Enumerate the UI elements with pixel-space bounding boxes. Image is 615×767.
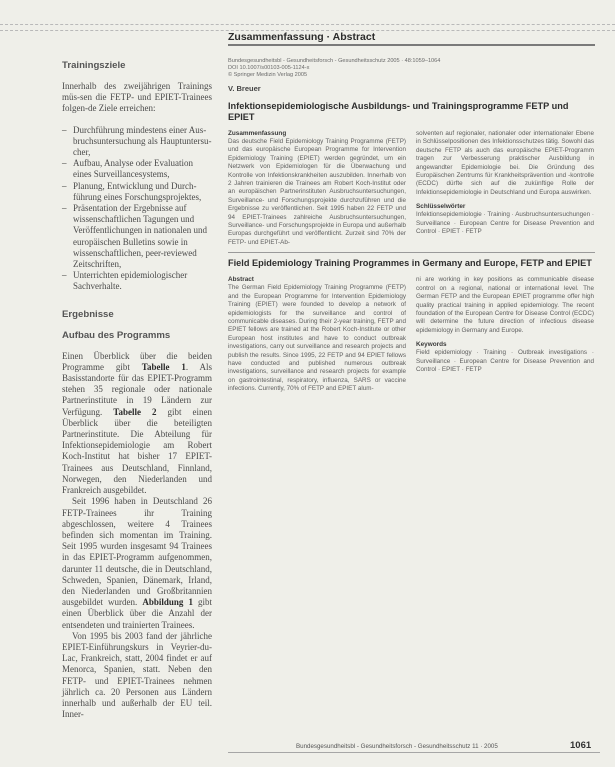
citation-info: Bundesgesundheitsbl - Gesundheitsforsch - Gesundheitsschutz 2005 · 48:1059–1064 DOI 10.1007/s00103-005-1124-x © Springer Medizin Verlag 2005 [228, 58, 441, 78]
bullet-dash: – [62, 203, 67, 214]
list-item: – Planung, Entwicklung und Durch-führung eines Forschungsprojektes, [62, 180, 202, 202]
abstract-de-text-2: solventen auf regionaler, nationaler oder internationaler Ebene in Schlüsselpositionen des Infektionsschutzes tätig. Sowohl das deutsche FETP als auch das europäische EPIET-Programm tragen zur Verbesserung praktischer Ausbildung in angewandter Epidemiologie bei. Die Gründung des Europäischen Zentrums für Krankheitsprävention und -kontrolle (ECDC) dürfte sich auf die zukünftige Rolle der Infektionsepidemiologie in Deutschland und Europa auswirken. [416, 130, 594, 196]
abstract-de-text-1: Das deutsche Field Epidemiology Training Programme (FETP) und das europäische European Programme for Intervention Epidemiology Training (EPIET) werden gegründet, um ein Netzwerk von Epidemiologen für die Überwachung und Kontrolle von Infektionskrankheiten auszubilden. Innerhalb von 2 Jahren trainieren die Trainees am Robert Koch-Institut oder an europäischen Partnerinstituten Ausbruchsuntersuchungen, Surveillance- und Forschungsprojekte durchzuführen und die Ergebnisse zu veröffentlichen. Seit 1995 haben 22 FETP und 94 EPIET-Trainees zahlreiche Ausbruchsuntersuchungen, Surveillance- und Forschungsprojekte in Europa und außerhalb Europas durchgeführt und veröffentlicht. Zurzeit sind 70% der FETP- und EPIET-Ab- [228, 138, 406, 246]
bullet-dash: – [62, 158, 67, 169]
abstract-box [228, 58, 595, 394]
abstract-en-text-1: The German Field Epidemiology Training Programme (FETP) and the European Programme for Intervention Epidemiology Training (EPIET) were founded to develop a network of epidemiologists for the surveillance and control of communicable diseases. During their 2-year training, FETP and EPIET fellows are trained at the Robert Koch-Institute or other European host institutes and have to conduct outbreak investigations, carry out surveillance and research projects and publish the results. Since 1995, 22 FETP and 94 EPIET fellows have conducted and published numerous outbreak investigations, surveillance and research projects for example on gastrointestinal, respiratory, influenza, SARS or vaccine infections. Currently, 70% of FETP and EPIET alum- [228, 284, 406, 393]
figure-1-reference[interactable]: Abbildung 1 [142, 597, 193, 608]
english-abstract [228, 276, 595, 393]
top-dashed-rule [0, 24, 615, 25]
section-header: Zusammenfassung · Abstract [228, 31, 376, 43]
german-title: Infektionsepidemiologische Ausbildungs- und Trainingsprogramme FETP und EPIET [228, 101, 569, 122]
bullet-dash: – [62, 124, 67, 135]
keywords-de-heading: Schlüsselwörter [416, 203, 466, 211]
footer-journal: Bundesgesundheitsbl - Gesundheitsforsch - Gesundheitsschutz 11 · 2005 [296, 743, 498, 750]
author: V. Breuer [228, 84, 261, 93]
abstract-en-heading: Abstract [228, 276, 254, 284]
paragraph-overview: Einen Überblick über die beiden Programme gibt Tabelle 1. Als Basisstandorte für das EPIET-Programm stehen 35 regionale oder nationale Partnerinstitute in 19 Ländern zur Verfügung. Tabelle 2 gibt einen Überblick über die beteiligten Partnerinstitute. Die Abteilung für Infektionsepidemiologie am Robert Koch-Institut hat bisher 17 EPIET-Trainees aus Deutschland, Finnland, Norwegen, den Niederlanden und Frankreich ausgebildet. [62, 350, 212, 496]
paragraph-trainees: Seit 1996 haben in Deutschland 26 FETP-Trainees ihr Training abgeschlossen, weitere 4 Trainees befinden sich momentan im Training. Seit 1995 wurden insgesamt 94 Trainees in das EPIET-Programm aufgenommen, darunter 11 deutsche, die in Deutschland, Schweden, Spanien, Dänemark, Irland, den Niederlanden und Großbritannien ausgebildet wurden. Abbildung 1 gibt einen Überblick über die Anzahl der entsendeten und trainierten Trainees. [62, 496, 213, 630]
page-number: 1061 [570, 740, 592, 751]
heading-results: Ergebnisse [62, 308, 114, 320]
keywords-en: Field epidemiology · Training · Outbreak investigations · Surveillance · European Centre for Disease Prevention and Control · EPIET · FETP [416, 349, 594, 373]
left-column [62, 60, 212, 720]
training-intro: Innerhalb des zweijährigen Trainings müs-sen die FETP- und EPIET-Trainees folgen-de Ziele erreichen: [62, 81, 212, 114]
abstract-divider [228, 252, 595, 253]
german-abstract [228, 130, 595, 247]
goals-list [62, 125, 212, 293]
english-title: Field Epidemiology Training Programmes in Germany and Europe, FETP and EPIET [228, 258, 592, 269]
list-item: – Präsentation der Ergebnisse auf wissenschaftlichen Tagungen und Veröffentlichungen in nationalen und europäischen Bulletins sowie in wissenschaftlichen, peer-reviewed Zeitschriften, [62, 203, 208, 270]
table-2-reference[interactable]: Tabelle 2 [113, 406, 157, 417]
abstract-en-text-2: ni are working in key positions as communicable disease control on a regional, national or international level. The German FETP and the European EPIET programme offer high quality practical training in applied epidemiology. The recent foundation of the European Centre for Disease Control (ECDC) will determine the future direction of infectious disease epidemiology in Germany and Europe. [416, 276, 594, 334]
table-1-reference[interactable]: Tabelle 1 [141, 361, 186, 372]
abstract-de-heading: Zusammenfassung [228, 130, 287, 137]
list-item: – Aufbau, Analyse oder Evaluation eines Surveillancesystems, [62, 158, 193, 180]
bullet-dash: – [62, 180, 67, 191]
list-item: – Unterrichten epidemiologischer Sachverhalte. [62, 270, 188, 292]
keywords-en-heading: Keywords [416, 341, 447, 349]
bullet-dash: – [62, 270, 67, 281]
heading-program-structure: Aufbau des Programms [62, 329, 171, 341]
footer-rule [228, 752, 600, 753]
section-rule [228, 44, 595, 46]
keywords-de: Infektionsepidemiologie · Training · Ausbruchsuntersuchungen · Surveillance · European Centre for Disease Prevention and Control · EPIET · FETP [416, 211, 594, 236]
heading-training-goals: Trainingsziele [62, 60, 126, 71]
paragraph-courses: Von 1995 bis 2003 fand der jährliche EPIET-Einführungskurs in Veyrier-du-Lac, Frankreich, statt, 2004 findet er auf Menorca, Spanien, statt. Neben den FETP- und EPIET-Trainees nehmen jährlich ca. 20 Personen aus Ländern innerhalb und außerhalb der EU teil. Inner- [62, 630, 212, 720]
list-item: – Durchführung mindestens einer Aus-bruchsuntersuchung als Hauptuntersu-cher, [62, 124, 212, 158]
